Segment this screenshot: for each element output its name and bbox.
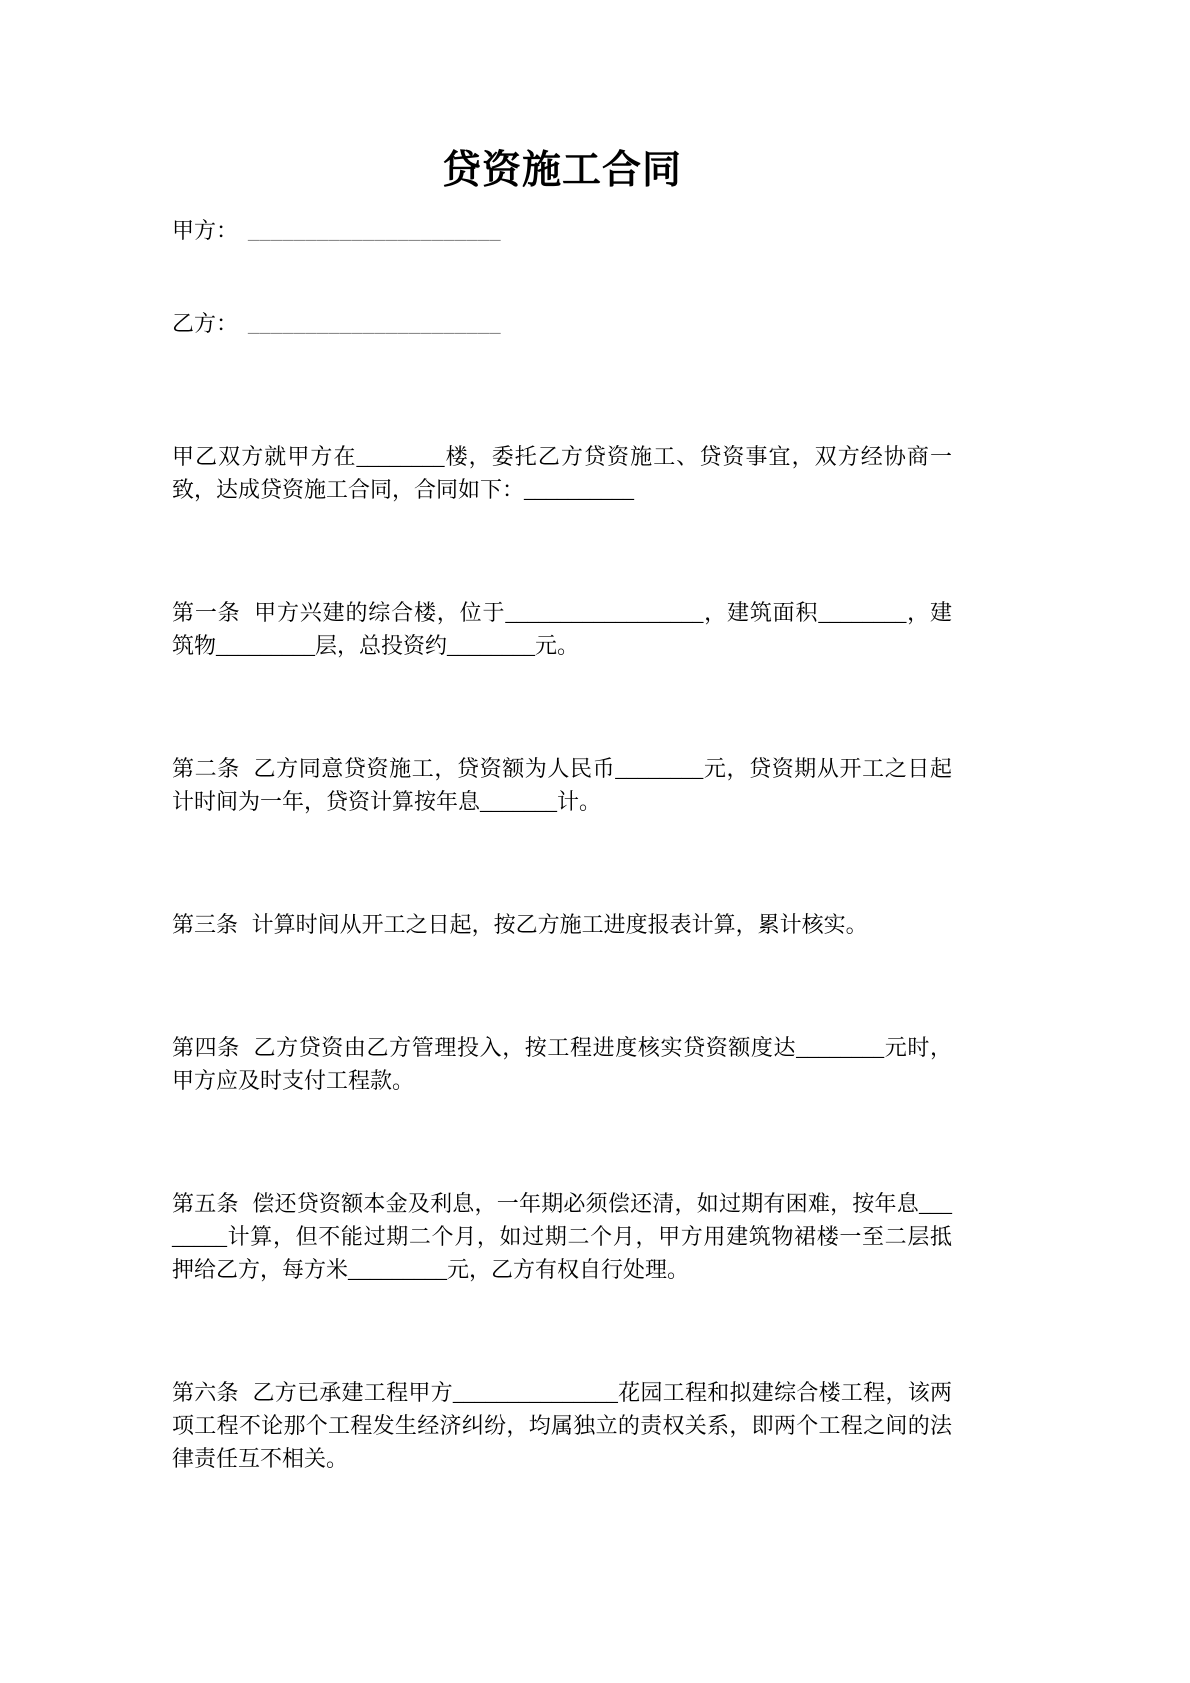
clause-2-body: 乙方同意贷资施工，贷资额为人民币________元，贷资期从开工之日起计时间为一年，贷资计算按年息_______计。 (172, 756, 952, 814)
clause-4-label: 第四条 (172, 1035, 240, 1060)
clause-1-label: 第一条 (172, 600, 241, 625)
document-title: 贷资施工合同 (441, 149, 682, 192)
clause-5-body: 偿还贷资额本金及利息，一年期必须偿还清，如过期有困难，按年息________计算，但不能过期二个月，如过期二个月，甲方用建筑物裙楼一至二层抵押给乙方，每方米_________元，乙方有权自行处理。 (172, 1191, 952, 1282)
clause-5-paragraph (172, 1187, 952, 1286)
clause-2-paragraph (172, 752, 952, 818)
clause-3-body: 计算时间从开工之日起，按乙方施工进度报表计算，累计核实。 (251, 912, 868, 937)
clause-6-body: 乙方已承建工程甲方_______________花园工程和拟建综合楼工程，该两项工程不论那个工程发生经济纠纷，均属独立的责权关系，即两个工程之间的法律责任互不相关。 (172, 1380, 952, 1471)
clause-1-paragraph (172, 596, 952, 662)
party-a-blank: ______________________ (248, 218, 502, 243)
preamble-paragraph: 甲乙双方就甲方在________楼，委托乙方贷资施工、贷资事宜，双方经协商一致，达成贷资施工合同，合同如下：__________ (172, 444, 952, 502)
clause-6-paragraph (172, 1376, 952, 1475)
party-b-blank: ______________________ (248, 311, 502, 336)
party-a-line (172, 214, 952, 247)
clause-5-label: 第五条 (172, 1191, 239, 1216)
clause-1-body: 甲方兴建的综合楼，位于__________________，建筑面积________，建筑物_________层，总投资约________元。 (172, 600, 952, 658)
party-b-line (172, 307, 952, 340)
clause-6-label: 第六条 (172, 1380, 239, 1405)
clause-2-label: 第二条 (172, 756, 240, 781)
party-b-label: 乙方： (172, 311, 239, 336)
clause-4-body: 乙方贷资由乙方管理投入，按工程进度核实贷资额度达________元时，甲方应及时支付工程款。 (172, 1035, 952, 1093)
clause-3-paragraph (172, 908, 952, 941)
party-a-label: 甲方： (172, 218, 239, 243)
clause-4-paragraph (172, 1031, 952, 1097)
clause-3-label: 第三条 (172, 912, 239, 937)
